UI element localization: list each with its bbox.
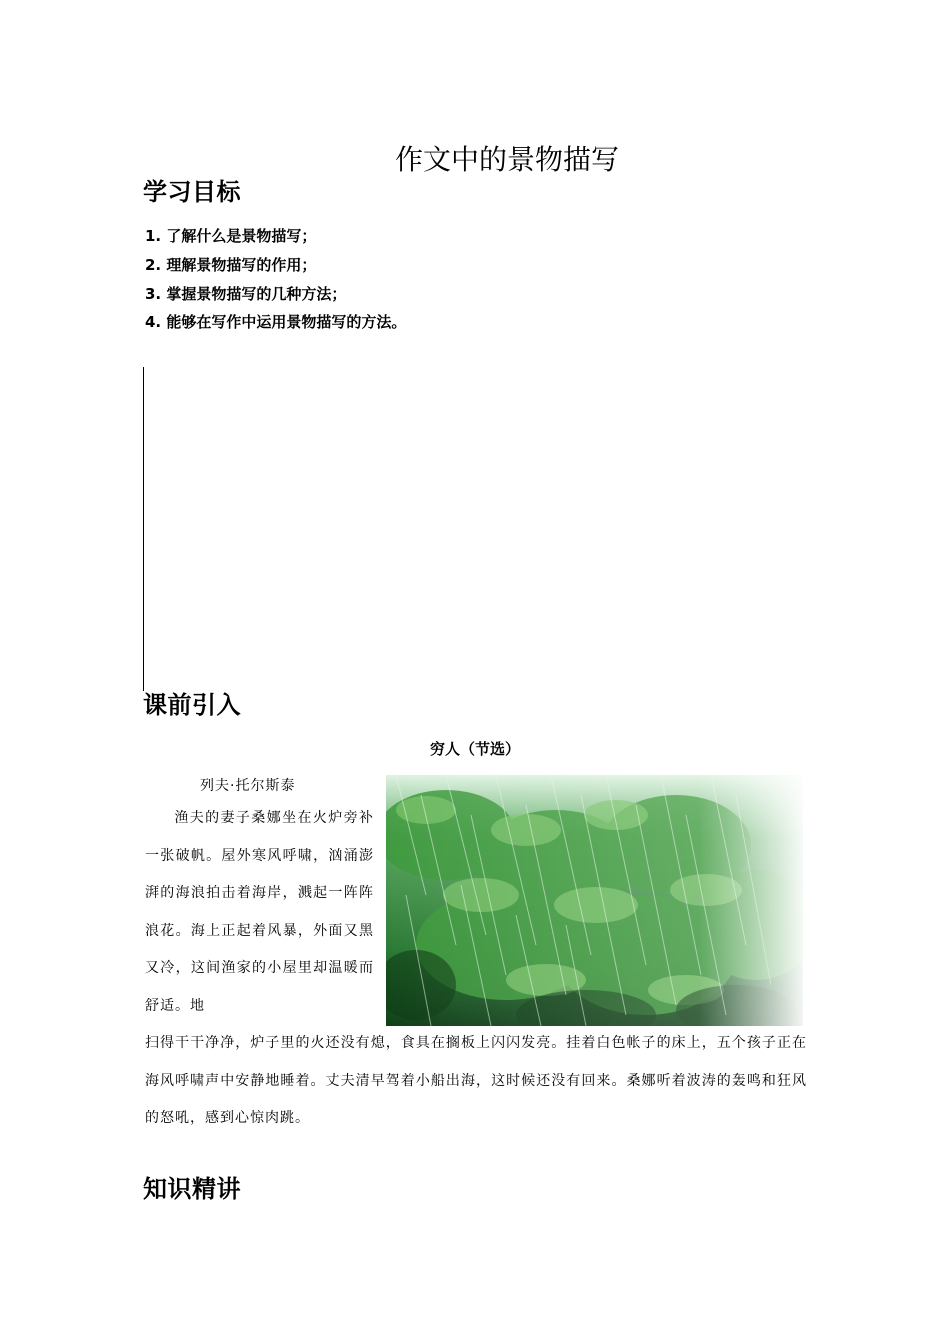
document-title: 作文中的景物描写 [394, 143, 619, 176]
objective-item-2: 2. 理解景物描写的作用； [145, 256, 317, 274]
excerpt-paragraph-part2: 扫得干干净净，炉子里的火还没有熄，食具在搁板上闪闪发亮。挂着白色帐子的床上，五个孩子正在海风呼啸声中安静地睡着。丈夫清早驾着小船出海，这时候还没有回来。桑娜听着波涛的轰鸣和狂风的怒吼，感到心惊肉跳。 [145, 1035, 807, 1127]
objective-item-3: 3. 掌握景物描写的几种方法； [145, 285, 347, 303]
rain-forest-photo [386, 775, 803, 1026]
objective-item-1: 1. 了解什么是景物描写； [145, 227, 317, 245]
section-heading-intro: 课前引入 [143, 691, 241, 719]
excerpt-title: 穷人（节选） [429, 740, 520, 758]
objective-item-4: 4. 能够在写作中运用景物描写的方法。 [145, 313, 407, 331]
section-heading-objectives: 学习目标 [143, 178, 241, 206]
margin-line [143, 367, 144, 691]
excerpt-author: 列夫·托尔斯泰 [200, 778, 296, 794]
excerpt-paragraph-part1: 渔夫的妻子桑娜坐在火炉旁补一张破帆。屋外寒风呼啸，汹涌澎湃的海浪拍击着海岸，溅起一阵阵浪花。海上正起着风暴，外面又黑又冷，这间渔家的小屋里却温暖而舒适。地 [145, 810, 374, 1014]
section-heading-knowledge: 知识精讲 [143, 1175, 241, 1203]
